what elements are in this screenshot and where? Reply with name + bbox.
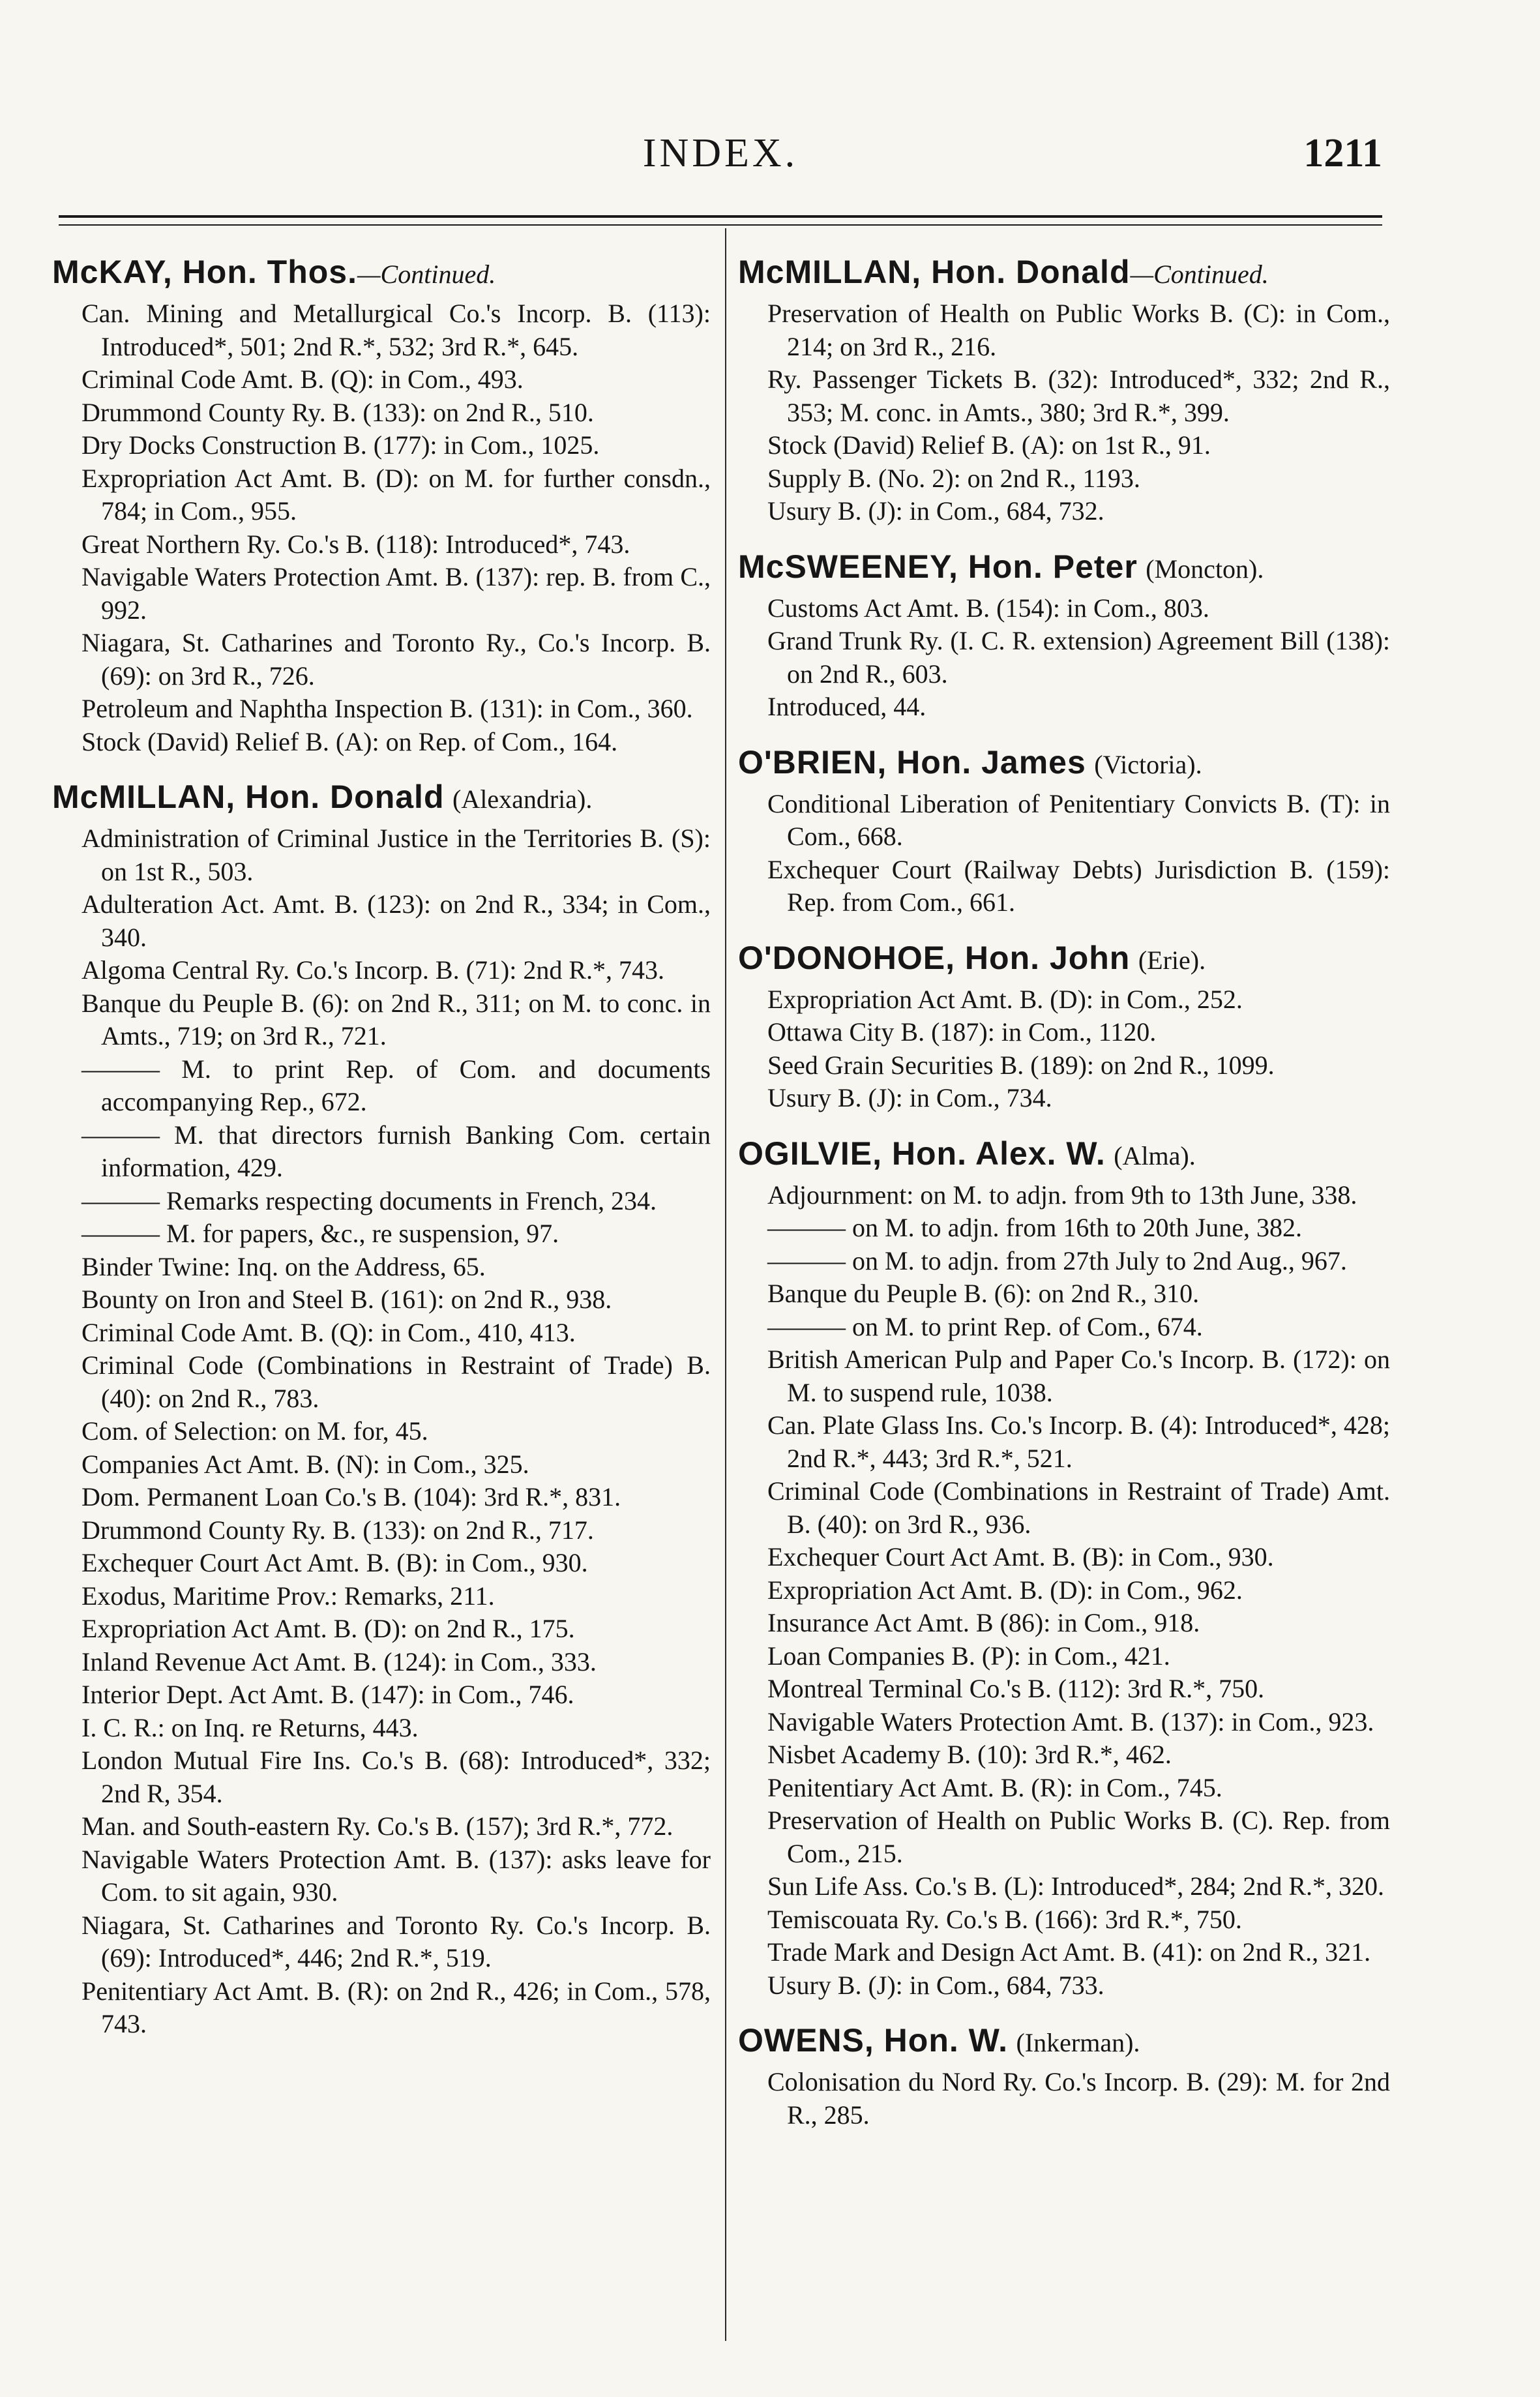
index-subentry: Algoma Central Ry. Co.'s Incorp. B. (71): 2nd R.*, 743. — [81, 955, 665, 985]
left-column — [52, 253, 711, 2061]
index-subentry: Montreal Terminal Co.'s B. (112): 3rd R.*, 750. — [767, 1674, 1265, 1703]
index-entry-mcmillan-hon-donald — [52, 778, 711, 2041]
index-subentry: London Mutual Fire Ins. Co.'s B. (68): Introduced*, 332; 2nd R, 354. — [81, 1746, 711, 1808]
index-entry-mcmillan-hon-donald — [738, 253, 1390, 528]
page-title: INDEX. — [642, 131, 799, 175]
index-subentry: Banque du Peuple B. (6): on 2nd R., 310. — [767, 1279, 1200, 1308]
index-subentry: ——— on M. to adjn. from 27th July to 2nd Aug., 967. — [767, 1245, 1347, 1275]
index-subentry: Navigable Waters Protection Amt. B. (137): rep. B. from C., 992. — [81, 562, 711, 625]
index-subentry: Dry Docks Construction B. (177): in Com., 1025. — [81, 430, 600, 460]
entry-heading — [738, 1135, 1390, 1175]
index-subentry: Exchequer Court (Railway Debts) Jurisdiction B. (159): Rep. from Com., 661. — [767, 854, 1390, 917]
column-divider — [725, 228, 726, 2341]
index-subentry: Niagara, St. Catharines and Toronto Ry., Co.'s Incorp. B. (69): on 3rd R., 726. — [81, 628, 711, 691]
entry-heading — [738, 548, 1390, 588]
index-subentry: Navigable Waters Protection Amt. B. (137): in Com., 923. — [767, 1706, 1374, 1736]
index-subentry: Petroleum and Naphtha Inspection B. (131): in Com., 360. — [81, 694, 693, 723]
index-subentry: Usury B. (J): in Com., 734. — [767, 1083, 1052, 1112]
entry-heading — [52, 253, 711, 293]
member-name: O'BRIEN, Hon. James — [738, 743, 1086, 781]
constituency: (Inkerman). — [1016, 2028, 1140, 2057]
index-subentry: Adulteration Act. Amt. B. (123): on 2nd R., 334; in Com., 340. — [81, 889, 711, 952]
index-subentry: Criminal Code Amt. B. (Q): in Com., 410, 413. — [81, 1317, 576, 1347]
index-subentry: Supply B. (No. 2): on 2nd R., 1193. — [767, 463, 1140, 493]
header-rule-thin — [59, 224, 1382, 226]
index-subentry: Expropriation Act Amt. B. (D): in Com., 962. — [767, 1575, 1243, 1605]
continued-label: —Continued. — [357, 260, 496, 289]
entry-heading — [738, 743, 1390, 784]
index-subentry: ——— M. that directors furnish Banking Com. certain information, 429. — [81, 1120, 711, 1182]
index-subentry: Criminal Code Amt. B. (Q): in Com., 493. — [81, 365, 524, 394]
index-subentry: Usury B. (J): in Com., 684, 732. — [767, 496, 1104, 526]
index-subentry: Expropriation Act Amt. B. (D): in Com., 252. — [767, 984, 1243, 1014]
index-subentry: Penitentiary Act Amt. B. (R): on 2nd R., 426; in Com., 578, 743. — [81, 1976, 711, 2038]
entry-heading — [738, 253, 1390, 293]
index-subentry: Stock (David) Relief B. (A): on Rep. of Com., 164. — [81, 726, 618, 756]
entry-heading — [738, 2021, 1390, 2062]
index-subentry: Seed Grain Securities B. (189): on 2nd R., 1099. — [767, 1050, 1275, 1080]
index-subentry: Can. Mining and Metallurgical Co.'s Incorp. B. (113): Introduced*, 501; 2nd R.*, 532; 3rd R.*, 645. — [81, 299, 711, 361]
index-subentry: ——— M. for papers, &c., re suspension, 97. — [81, 1219, 559, 1248]
constituency: (Alma). — [1114, 1140, 1196, 1170]
index-subentry: British American Pulp and Paper Co.'s Incorp. B. (172): on M. to suspend rule, 1038. — [767, 1345, 1390, 1407]
index-subentry: Banque du Peuple B. (6): on 2nd R., 311; on M. to conc. in Amts., 719; on 3rd R., 721. — [81, 988, 711, 1050]
index-subentry: Expropriation Act Amt. B. (D): on 2nd R., 175. — [81, 1614, 575, 1643]
constituency: (Erie). — [1138, 945, 1206, 975]
index-subentry: Niagara, St. Catharines and Toronto Ry. Co.'s Incorp. B. (69): Introduced*, 446; 2nd R.*, 519. — [81, 1910, 711, 1973]
index-subentry: Companies Act Amt. B. (N): in Com., 325. — [81, 1449, 529, 1479]
member-name: McSWEENEY, Hon. Peter — [738, 548, 1138, 585]
index-subentry: Criminal Code (Combinations in Restraint of Trade) Amt. B. (40): on 3rd R., 936. — [767, 1476, 1390, 1539]
index-subentry: Ottawa City B. (187): in Com., 1120. — [767, 1017, 1157, 1047]
constituency: (Victoria). — [1094, 749, 1202, 779]
entry-heading — [738, 939, 1390, 979]
index-entry-mcsweeney-hon-peter — [738, 548, 1390, 724]
index-subentry: Conditional Liberation of Penitentiary Convicts B. (T): in Com., 668. — [767, 788, 1390, 851]
index-subentry: ——— M. to print Rep. of Com. and documents accompanying Rep., 672. — [81, 1054, 711, 1116]
member-name: OGILVIE, Hon. Alex. W. — [738, 1135, 1106, 1172]
index-subentry: Drummond County Ry. B. (133): on 2nd R., 510. — [81, 397, 594, 427]
index-subentry: Stock (David) Relief B. (A): on 1st R., 91. — [767, 430, 1211, 460]
index-subentry: Nisbet Academy B. (10): 3rd R.*, 462. — [767, 1740, 1172, 1769]
right-column — [738, 253, 1390, 2151]
index-subentry: Inland Revenue Act Amt. B. (124): in Com., 333. — [81, 1646, 597, 1676]
index-subentry: Bounty on Iron and Steel B. (161): on 2nd R., 938. — [81, 1285, 612, 1314]
index-subentry: Penitentiary Act Amt. B. (R): in Com., 745. — [767, 1772, 1222, 1802]
member-name: McMILLAN, Hon. Donald — [738, 254, 1131, 290]
index-subentry: Dom. Permanent Loan Co.'s B. (104): 3rd R.*, 831. — [81, 1482, 621, 1511]
index-subentry: Com. of Selection: on M. for, 45. — [81, 1416, 428, 1446]
index-subentry: Trade Mark and Design Act Amt. B. (41): on 2nd R., 321. — [767, 1937, 1371, 1967]
index-subentry: Preservation of Health on Public Works B. (C). Rep. from Com., 215. — [767, 1806, 1390, 1868]
index-entry-mckay-hon-thos — [52, 253, 711, 758]
member-name: McMILLAN, Hon. Donald — [52, 779, 445, 815]
index-subentry: Exodus, Maritime Prov.: Remarks, 211. — [81, 1581, 495, 1611]
index-entry-o-brien-hon-james — [738, 743, 1390, 919]
index-subentry: Drummond County Ry. B. (133): on 2nd R., 717. — [81, 1515, 594, 1545]
index-subentry: Customs Act Amt. B. (154): in Com., 803. — [767, 593, 1209, 623]
index-subentry: Administration of Criminal Justice in the Territories B. (S): on 1st R., 503. — [81, 824, 711, 886]
index-subentry: ——— on M. to print Rep. of Com., 674. — [767, 1311, 1203, 1341]
index-entry-ogilvie-hon-alex-w — [738, 1135, 1390, 2002]
member-name: O'DONOHOE, Hon. John — [738, 939, 1131, 976]
index-subentry: Preservation of Health on Public Works B. (C): in Com., 214; on 3rd R., 216. — [767, 299, 1390, 361]
index-subentry: Grand Trunk Ry. (I. C. R. extension) Agreement Bill (138): on 2nd R., 603. — [767, 626, 1390, 689]
entry-heading — [52, 778, 711, 818]
index-subentry: ——— Remarks respecting documents in French, 234. — [81, 1185, 657, 1215]
index-subentry: Can. Plate Glass Ins. Co.'s Incorp. B. (4): Introduced*, 428; 2nd R.*, 443; 3rd R.*, 521. — [767, 1410, 1390, 1473]
index-subentry: Usury B. (J): in Com., 684, 733. — [767, 1970, 1104, 2000]
index-subentry: Adjournment: on M. to adjn. from 9th to 13th June, 338. — [767, 1180, 1357, 1210]
index-subentry: Criminal Code (Combinations in Restraint of Trade) B. (40): on 2nd R., 783. — [81, 1350, 711, 1413]
index-subentry: Binder Twine: Inq. on the Address, 65. — [81, 1251, 486, 1281]
index-subentry: Interior Dept. Act Amt. B. (147): in Com., 746. — [81, 1680, 574, 1709]
header-rule-thick — [59, 215, 1382, 218]
index-subentry: ——— on M. to adjn. from 16th to 20th June, 382. — [767, 1213, 1302, 1242]
index-subentry: Navigable Waters Protection Amt. B. (137): asks leave for Com. to sit again, 930. — [81, 1844, 711, 1907]
continued-label: —Continued. — [1130, 260, 1269, 289]
member-name: OWENS, Hon. W. — [738, 2022, 1008, 2059]
index-subentry: Introduced, 44. — [767, 692, 926, 721]
constituency: (Moncton). — [1146, 554, 1264, 584]
index-entry-owens-hon-w — [738, 2021, 1390, 2132]
index-subentry: Exchequer Court Act Amt. B. (B): in Com., 930. — [81, 1548, 588, 1577]
index-subentry: I. C. R.: on Inq. re Returns, 443. — [81, 1712, 419, 1742]
index-subentry: Temiscouata Ry. Co.'s B. (166): 3rd R.*, 750. — [767, 1904, 1242, 1934]
index-subentry: Great Northern Ry. Co.'s B. (118): Introduced*, 743. — [81, 529, 630, 559]
index-subentry: Loan Companies B. (P): in Com., 421. — [767, 1641, 1170, 1671]
member-name: McKAY, Hon. Thos. — [52, 254, 357, 290]
constituency: (Alexandria). — [452, 784, 593, 814]
page-header — [59, 130, 1382, 183]
page-number: 1211 — [1303, 131, 1382, 175]
index-entry-o-donohoe-hon-john — [738, 939, 1390, 1115]
index-subentry: Sun Life Ass. Co.'s B. (L): Introduced*, 284; 2nd R.*, 320. — [767, 1871, 1385, 1901]
index-subentry: Colonisation du Nord Ry. Co.'s Incorp. B. (29): M. for 2nd R., 285. — [767, 2067, 1390, 2130]
index-subentry: Exchequer Court Act Amt. B. (B): in Com., 930. — [767, 1542, 1274, 1571]
index-subentry: Man. and South-eastern Ry. Co.'s B. (157); 3rd R.*, 772. — [81, 1811, 674, 1841]
index-subentry: Ry. Passenger Tickets B. (32): Introduced*, 332; 2nd R., 353; M. conc. in Amts., 380; 3rd R.*, 399. — [767, 365, 1390, 427]
index-subentry: Expropriation Act Amt. B. (D): on M. for further consdn., 784; in Com., 955. — [81, 463, 711, 526]
index-subentry: Insurance Act Amt. B (86): in Com., 918. — [767, 1608, 1200, 1637]
